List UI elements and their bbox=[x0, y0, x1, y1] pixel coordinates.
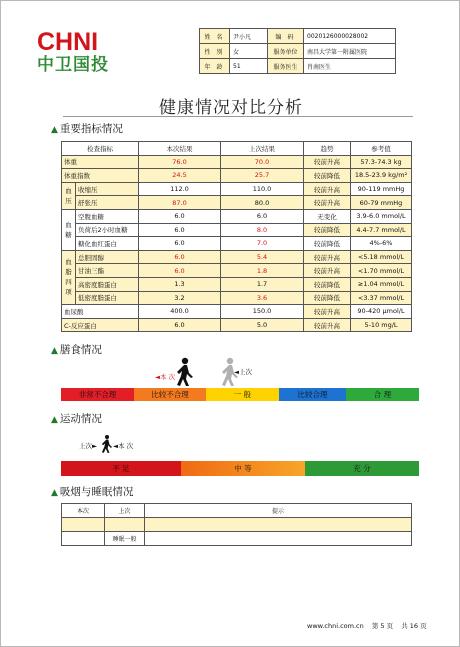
section-smoking-sleep-heading bbox=[51, 484, 133, 499]
diet-current-label: 本 次 bbox=[160, 373, 176, 381]
row-reference: 90-119 mmHg bbox=[351, 182, 412, 196]
group-bp-label: 血压 bbox=[62, 182, 76, 209]
table-row bbox=[62, 155, 412, 169]
row-name: 低密度脂蛋白 bbox=[76, 291, 139, 305]
section-exercise-label: 运动情况 bbox=[59, 413, 102, 425]
unit-label: 服务单位 bbox=[268, 44, 304, 59]
diet-segment-4: 比较合理 bbox=[279, 388, 346, 401]
row-current: 76.0 bbox=[139, 155, 221, 169]
row-current: 6.0 bbox=[139, 318, 221, 332]
row-previous: 70.0 bbox=[221, 155, 304, 169]
row-name: 空腹血糖 bbox=[76, 209, 139, 223]
table-row bbox=[62, 318, 412, 332]
header-trend: 趋势 bbox=[304, 142, 351, 156]
row-current: 400.0 bbox=[139, 305, 221, 319]
doctor-value: 肖南医生 bbox=[304, 59, 396, 74]
row-current: 6.0 bbox=[139, 223, 221, 237]
row-current: 6.0 bbox=[139, 209, 221, 223]
triangle-icon: ▲ bbox=[51, 488, 58, 498]
diet-segment-2: 比较不合理 bbox=[134, 388, 206, 401]
diet-current-marker-label: ◄本 次 bbox=[155, 373, 176, 381]
row-name: 血尿酸 bbox=[62, 305, 139, 319]
row-reference: ≥1.04 mmol/L bbox=[351, 277, 412, 291]
row-trend: 较前升高 bbox=[304, 250, 351, 264]
row-name: 舒张压 bbox=[76, 196, 139, 210]
smoking-tip bbox=[145, 518, 412, 532]
name-value: 尹小凡 bbox=[230, 29, 268, 44]
row-reference: <1.70 mmol/L bbox=[351, 264, 412, 278]
table-row bbox=[62, 169, 412, 183]
table-row bbox=[62, 264, 412, 278]
row-name: 体重指数 bbox=[62, 169, 139, 183]
triangle-icon: ▲ bbox=[51, 346, 58, 356]
section-diet-heading bbox=[51, 342, 102, 357]
exercise-previous-label: 上次 bbox=[79, 442, 92, 450]
row-current: 6.0 bbox=[139, 237, 221, 251]
row-current: 112.0 bbox=[139, 182, 221, 196]
header-reference: 参考值 bbox=[351, 142, 412, 156]
smoking-previous bbox=[105, 518, 145, 532]
row-name: 甘油三酯 bbox=[76, 264, 139, 278]
table-row bbox=[62, 223, 412, 237]
table-row bbox=[62, 209, 412, 223]
doctor-label: 服务医生 bbox=[268, 59, 304, 74]
diet-segment-5: 合 理 bbox=[346, 388, 419, 401]
table-row bbox=[62, 182, 412, 196]
row-trend: 较前降低 bbox=[304, 169, 351, 183]
row-reference: 5-10 mg/L bbox=[351, 318, 412, 332]
smoking-sleep-table bbox=[61, 503, 412, 546]
row-reference: 57.3-74.3 kg bbox=[351, 155, 412, 169]
group-lipid-label: 血脂四项 bbox=[62, 250, 76, 304]
row-trend: 较前降低 bbox=[304, 237, 351, 251]
row-name: 负荷后2小时血糖 bbox=[76, 223, 139, 237]
row-trend: 较前降低 bbox=[304, 223, 351, 237]
header-previous: 上次 bbox=[105, 504, 145, 518]
sleep-current bbox=[62, 532, 105, 546]
exercise-segment-3: 充 分 bbox=[305, 461, 419, 476]
row-reference: 3.9-6.0 mmol/L bbox=[351, 209, 412, 223]
header-tips: 提示 bbox=[145, 504, 412, 518]
exercise-current-label: 本 次 bbox=[118, 442, 134, 450]
diet-segment-1: 非常不合理 bbox=[61, 388, 134, 401]
row-current: 24.5 bbox=[139, 169, 221, 183]
triangle-icon: ▲ bbox=[51, 125, 58, 135]
indicator-header-row bbox=[62, 142, 412, 156]
section-indicators-label: 重要指标情况 bbox=[59, 123, 123, 135]
page-footer bbox=[307, 621, 433, 630]
row-name: C-反应蛋白 bbox=[62, 318, 139, 332]
table-row bbox=[62, 532, 412, 546]
logo-chinese: 中卫国投 bbox=[37, 55, 109, 75]
row-trend: 无变化 bbox=[304, 209, 351, 223]
row-current: 6.0 bbox=[139, 250, 221, 264]
age-value: 51 bbox=[230, 59, 268, 74]
table-row bbox=[62, 291, 412, 305]
table-row bbox=[62, 250, 412, 264]
table-row bbox=[62, 504, 412, 518]
diet-current-person-icon bbox=[174, 357, 196, 387]
row-name: 糖化血红蛋白 bbox=[76, 237, 139, 251]
table-row bbox=[62, 305, 412, 319]
row-reference: <5.18 mmol/L bbox=[351, 250, 412, 264]
id-value: 0020126000028002 bbox=[304, 29, 396, 44]
diet-previous-label: 上次 bbox=[239, 368, 252, 376]
section-smoking-sleep-label: 吸烟与睡眠情况 bbox=[59, 486, 134, 498]
age-label: 年 龄 bbox=[200, 59, 230, 74]
table-row bbox=[62, 196, 412, 210]
row-reference: 60-79 mmHg bbox=[351, 196, 412, 210]
row-previous: 3.6 bbox=[221, 291, 304, 305]
id-label: 编 码 bbox=[268, 29, 304, 44]
row-name: 总胆固醇 bbox=[76, 250, 139, 264]
gender-value: 女 bbox=[230, 44, 268, 59]
row-trend: 较前升高 bbox=[304, 264, 351, 278]
row-previous: 5.0 bbox=[221, 318, 304, 332]
row-current: 3.2 bbox=[139, 291, 221, 305]
section-indicators-heading bbox=[51, 121, 123, 136]
row-reference: 90-420 μmol/L bbox=[351, 305, 412, 319]
exercise-segment-1: 不 足 bbox=[61, 461, 181, 476]
footer-site: www.chni.com.cn bbox=[307, 622, 364, 630]
table-row bbox=[62, 237, 412, 251]
row-name: 收缩压 bbox=[76, 182, 139, 196]
row-trend: 较前升高 bbox=[304, 305, 351, 319]
smoking-current bbox=[62, 518, 105, 532]
footer-page: 第 5 页 bbox=[371, 622, 394, 630]
exercise-scale-bar bbox=[61, 461, 419, 476]
gender-label: 性 别 bbox=[200, 44, 230, 59]
exercise-previous-marker-label: 上次► bbox=[79, 442, 97, 450]
header-current: 本次结果 bbox=[139, 142, 221, 156]
footer-total: 共 16 页 bbox=[401, 622, 427, 630]
diet-scale-bar bbox=[61, 388, 419, 401]
row-previous: 80.0 bbox=[221, 196, 304, 210]
row-previous: 6.0 bbox=[221, 209, 304, 223]
company-logo bbox=[37, 29, 109, 75]
diet-segment-3: 一 般 bbox=[206, 388, 279, 401]
sleep-previous: 睡眠一般 bbox=[105, 532, 145, 546]
row-current: 87.0 bbox=[139, 196, 221, 210]
row-previous: 25.7 bbox=[221, 169, 304, 183]
unit-value: 南昌大学第一附属医院 bbox=[304, 44, 396, 59]
row-reference: 4%-6% bbox=[351, 237, 412, 251]
title-divider bbox=[63, 116, 413, 117]
section-diet-label: 膳食情况 bbox=[59, 344, 102, 356]
row-previous: 110.0 bbox=[221, 182, 304, 196]
row-reference: 4.4-7.7 mmol/L bbox=[351, 223, 412, 237]
indicator-table bbox=[61, 141, 412, 332]
row-name: 高密度脂蛋白 bbox=[76, 277, 139, 291]
row-trend: 较前降低 bbox=[304, 277, 351, 291]
table-row bbox=[62, 277, 412, 291]
header-previous: 上次结果 bbox=[221, 142, 304, 156]
row-previous: 1.8 bbox=[221, 264, 304, 278]
row-current: 6.0 bbox=[139, 264, 221, 278]
header-item: 检查指标 bbox=[62, 142, 139, 156]
row-trend: 较前升高 bbox=[304, 155, 351, 169]
page-title: 健康情况对比分析 bbox=[159, 98, 303, 118]
row-previous: 150.0 bbox=[221, 305, 304, 319]
row-trend: 较前升高 bbox=[304, 182, 351, 196]
row-trend: 较前升高 bbox=[304, 196, 351, 210]
row-name: 体重 bbox=[62, 155, 139, 169]
patient-info-table bbox=[199, 28, 396, 74]
row-previous: 1.7 bbox=[221, 277, 304, 291]
group-sugar-label: 血糖 bbox=[62, 209, 76, 250]
sleep-tip bbox=[145, 532, 412, 546]
header-current: 本次 bbox=[62, 504, 105, 518]
row-trend: 较前升高 bbox=[304, 318, 351, 332]
row-reference: 18.5-23.9 kg/m² bbox=[351, 169, 412, 183]
exercise-segment-2: 中 等 bbox=[181, 461, 305, 476]
row-previous: 7.0 bbox=[221, 237, 304, 251]
exercise-person-icon bbox=[100, 431, 114, 457]
row-reference: <3.37 mmol/L bbox=[351, 291, 412, 305]
row-previous: 5.4 bbox=[221, 250, 304, 264]
row-trend: 较前降低 bbox=[304, 291, 351, 305]
row-previous: 8.0 bbox=[221, 223, 304, 237]
triangle-icon: ▲ bbox=[51, 415, 58, 425]
diet-previous-marker-label: ◄上次 bbox=[234, 368, 252, 376]
table-row bbox=[62, 518, 412, 532]
logo-english: CHNI bbox=[37, 28, 99, 56]
exercise-current-marker-label: ◄本 次 bbox=[113, 442, 134, 450]
row-current: 1.3 bbox=[139, 277, 221, 291]
section-exercise-heading bbox=[51, 411, 102, 426]
name-label: 姓 名 bbox=[200, 29, 230, 44]
